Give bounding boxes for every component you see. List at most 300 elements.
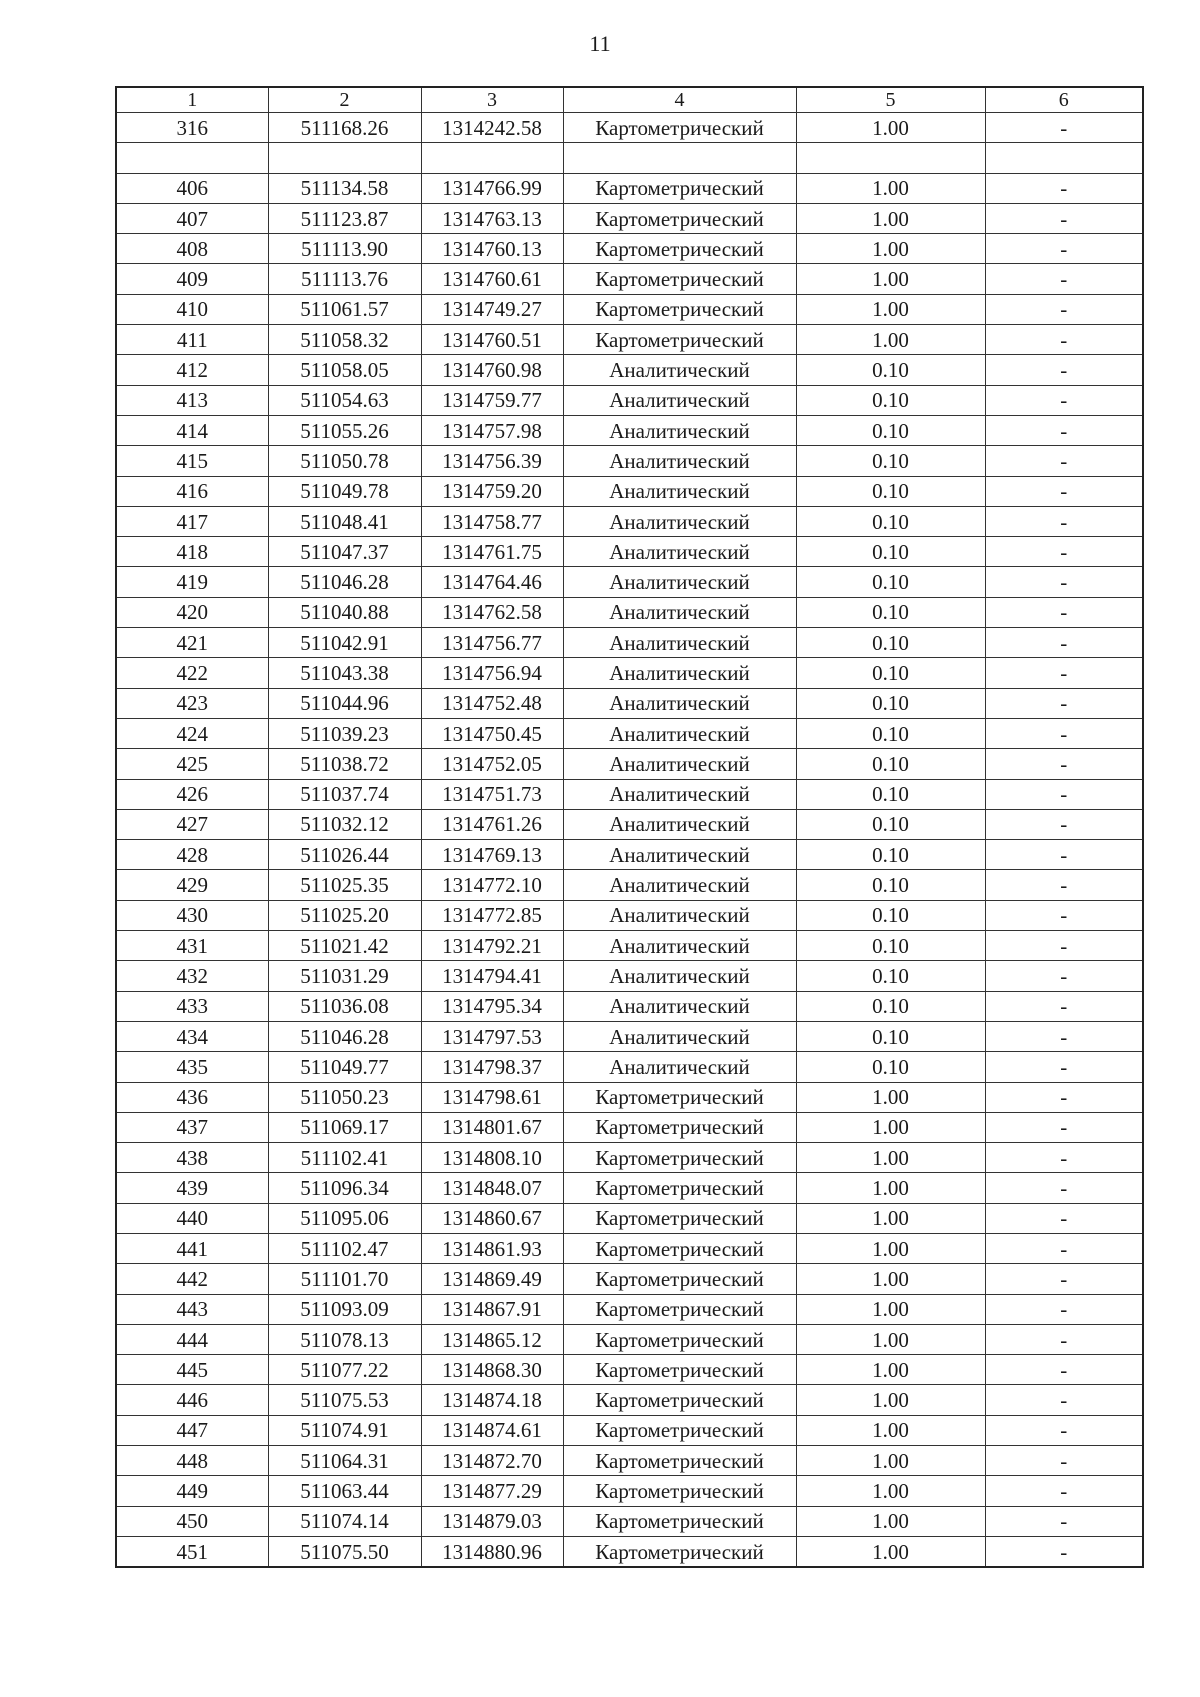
table-cell: 1314798.61 — [421, 1082, 563, 1112]
table-cell: 445 — [116, 1355, 268, 1385]
table-cell: 409 — [116, 264, 268, 294]
table-cell: Картометрический — [563, 173, 796, 203]
table-cell: 511050.78 — [268, 446, 421, 476]
table-cell: 422 — [116, 658, 268, 688]
table-cell: 1.00 — [796, 234, 985, 264]
table-cell: 431 — [116, 931, 268, 961]
table-cell: 414 — [116, 415, 268, 445]
table-cell: 1.00 — [796, 1446, 985, 1476]
table-cell: 511101.70 — [268, 1264, 421, 1294]
table-cell: - — [985, 567, 1143, 597]
table-cell: 1314761.75 — [421, 537, 563, 567]
table-cell: 426 — [116, 779, 268, 809]
table-cell: Аналитический — [563, 446, 796, 476]
table-cell: 1314865.12 — [421, 1324, 563, 1354]
table-cell: - — [985, 1536, 1143, 1567]
table-cell: 0.10 — [796, 1021, 985, 1051]
table-cell: - — [985, 840, 1143, 870]
table-cell: 436 — [116, 1082, 268, 1112]
column-header-5: 5 — [796, 87, 985, 113]
table-cell: - — [985, 173, 1143, 203]
table-row — [116, 1233, 1143, 1263]
table-cell: 446 — [116, 1385, 268, 1415]
table-cell: 450 — [116, 1506, 268, 1536]
table-cell — [268, 143, 421, 173]
table-cell: - — [985, 658, 1143, 688]
table-cell: 433 — [116, 991, 268, 1021]
table-cell: - — [985, 325, 1143, 355]
table-row — [116, 1052, 1143, 1082]
table-row — [116, 506, 1143, 536]
table-cell: 1314242.58 — [421, 113, 563, 143]
table-cell — [796, 143, 985, 173]
table-cell: 1314756.39 — [421, 446, 563, 476]
table-cell: 1.00 — [796, 264, 985, 294]
table-cell: 1314794.41 — [421, 961, 563, 991]
table-cell: 0.10 — [796, 840, 985, 870]
table-cell: 1.00 — [796, 1203, 985, 1233]
table-cell: 1314797.53 — [421, 1021, 563, 1051]
table-cell: - — [985, 1476, 1143, 1506]
table-cell: 1.00 — [796, 1415, 985, 1445]
table-cell: 511021.42 — [268, 931, 421, 961]
table-cell: Аналитический — [563, 900, 796, 930]
table-cell: 1314758.77 — [421, 506, 563, 536]
table-cell: 1314769.13 — [421, 840, 563, 870]
table-cell: 0.10 — [796, 961, 985, 991]
table-cell: 511168.26 — [268, 113, 421, 143]
table-cell: 430 — [116, 900, 268, 930]
table-cell: Картометрический — [563, 1082, 796, 1112]
table-cell: 1314752.05 — [421, 749, 563, 779]
table-cell: - — [985, 355, 1143, 385]
table-cell: - — [985, 113, 1143, 143]
table-body — [116, 113, 1143, 1568]
table-cell: 0.10 — [796, 809, 985, 839]
table-cell: 0.10 — [796, 537, 985, 567]
table-cell: 1314760.98 — [421, 355, 563, 385]
table-cell: - — [985, 385, 1143, 415]
table-cell: Картометрический — [563, 294, 796, 324]
table-cell: 1314792.21 — [421, 931, 563, 961]
table-cell: 1.00 — [796, 1385, 985, 1415]
table-cell: 418 — [116, 537, 268, 567]
table-cell: 0.10 — [796, 749, 985, 779]
table-cell: - — [985, 1203, 1143, 1233]
table-cell: - — [985, 294, 1143, 324]
table-cell: 511040.88 — [268, 597, 421, 627]
table-cell: 511048.41 — [268, 506, 421, 536]
table-cell: 511046.28 — [268, 567, 421, 597]
table-cell: Аналитический — [563, 840, 796, 870]
table-row — [116, 1324, 1143, 1354]
table-row — [116, 355, 1143, 385]
table-row — [116, 749, 1143, 779]
table-cell: 1314760.51 — [421, 325, 563, 355]
table-cell: 511075.50 — [268, 1536, 421, 1567]
table-cell: 511058.05 — [268, 355, 421, 385]
table-cell: 447 — [116, 1415, 268, 1445]
table-cell: - — [985, 1052, 1143, 1082]
table-cell: 424 — [116, 718, 268, 748]
table-row — [116, 628, 1143, 658]
table-cell: 0.10 — [796, 658, 985, 688]
table-cell: 428 — [116, 840, 268, 870]
table-cell: 448 — [116, 1446, 268, 1476]
table-cell: 0.10 — [796, 355, 985, 385]
table-cell: Картометрический — [563, 1324, 796, 1354]
table-cell: 1314759.20 — [421, 476, 563, 506]
table-row — [116, 1506, 1143, 1536]
table-cell: 0.10 — [796, 870, 985, 900]
table-cell: - — [985, 1021, 1143, 1051]
table-cell: 1314762.58 — [421, 597, 563, 627]
table-header — [116, 87, 1143, 113]
table-row — [116, 1203, 1143, 1233]
table-cell: 443 — [116, 1294, 268, 1324]
table-cell: Аналитический — [563, 931, 796, 961]
table-cell: 417 — [116, 506, 268, 536]
table-cell: 1314860.67 — [421, 1203, 563, 1233]
table-cell: 0.10 — [796, 900, 985, 930]
table-cell: Картометрический — [563, 1173, 796, 1203]
table-row — [116, 1385, 1143, 1415]
table-cell: Картометрический — [563, 1385, 796, 1415]
table-cell: 316 — [116, 113, 268, 143]
table-cell: 511074.91 — [268, 1415, 421, 1445]
table-cell: 0.10 — [796, 415, 985, 445]
table-cell: Аналитический — [563, 1021, 796, 1051]
table-row — [116, 658, 1143, 688]
table-cell: 1314759.77 — [421, 385, 563, 415]
table-row — [116, 113, 1143, 143]
table-cell: - — [985, 1506, 1143, 1536]
table-cell: 416 — [116, 476, 268, 506]
table-row — [116, 688, 1143, 718]
table-cell: 511095.06 — [268, 1203, 421, 1233]
table-row — [116, 1355, 1143, 1385]
table-row — [116, 567, 1143, 597]
table-cell: - — [985, 1233, 1143, 1263]
table-cell: - — [985, 1324, 1143, 1354]
table-cell: - — [985, 264, 1143, 294]
table-cell: 0.10 — [796, 688, 985, 718]
table-cell: Аналитический — [563, 415, 796, 445]
table-cell: - — [985, 597, 1143, 627]
table-row — [116, 143, 1143, 173]
table-cell: 441 — [116, 1233, 268, 1263]
table-row — [116, 1143, 1143, 1173]
column-header-1: 1 — [116, 87, 268, 113]
table-cell: 1314772.10 — [421, 870, 563, 900]
table-cell: 511069.17 — [268, 1112, 421, 1142]
table-cell: 1314764.46 — [421, 567, 563, 597]
table-cell: Аналитический — [563, 961, 796, 991]
table-cell: - — [985, 1112, 1143, 1142]
table-cell: Аналитический — [563, 779, 796, 809]
table-cell: 1314861.93 — [421, 1233, 563, 1263]
table-cell: - — [985, 1143, 1143, 1173]
table-cell: Аналитический — [563, 718, 796, 748]
table-cell: Картометрический — [563, 1294, 796, 1324]
table-cell: 511055.26 — [268, 415, 421, 445]
table-cell: 1314874.61 — [421, 1415, 563, 1445]
table-cell: - — [985, 1264, 1143, 1294]
table-cell — [563, 143, 796, 173]
table-row — [116, 294, 1143, 324]
table-row — [116, 173, 1143, 203]
table-cell: - — [985, 931, 1143, 961]
table-row — [116, 1021, 1143, 1051]
table-row — [116, 1112, 1143, 1142]
table-cell: 1314880.96 — [421, 1536, 563, 1567]
table-cell: 1.00 — [796, 1143, 985, 1173]
table-cell: 1314760.13 — [421, 234, 563, 264]
table-cell: 0.10 — [796, 476, 985, 506]
table-cell: 511075.53 — [268, 1385, 421, 1415]
table-cell: 511037.74 — [268, 779, 421, 809]
table-cell: - — [985, 476, 1143, 506]
table-cell: 1314749.27 — [421, 294, 563, 324]
table-cell: 511077.22 — [268, 1355, 421, 1385]
table-row — [116, 961, 1143, 991]
table-cell: - — [985, 446, 1143, 476]
table-cell: 1314879.03 — [421, 1506, 563, 1536]
table-cell: Картометрический — [563, 264, 796, 294]
table-cell: - — [985, 688, 1143, 718]
table-cell: 432 — [116, 961, 268, 991]
table-cell: Картометрический — [563, 1355, 796, 1385]
table-cell: Аналитический — [563, 658, 796, 688]
table-row — [116, 779, 1143, 809]
table-row — [116, 870, 1143, 900]
table-cell: 1314877.29 — [421, 1476, 563, 1506]
table-row — [116, 537, 1143, 567]
table-cell: 413 — [116, 385, 268, 415]
table-cell: Аналитический — [563, 355, 796, 385]
table-cell: 419 — [116, 567, 268, 597]
table-cell: Аналитический — [563, 809, 796, 839]
table-cell: 511113.76 — [268, 264, 421, 294]
table-cell: 1314763.13 — [421, 203, 563, 233]
table-cell: 1.00 — [796, 1233, 985, 1263]
table-cell: 412 — [116, 355, 268, 385]
table-cell: 1314761.26 — [421, 809, 563, 839]
table-cell: 511046.28 — [268, 1021, 421, 1051]
table-row — [116, 1294, 1143, 1324]
table-row — [116, 597, 1143, 627]
table-cell: - — [985, 1082, 1143, 1112]
table-row — [116, 446, 1143, 476]
table-cell: 511025.20 — [268, 900, 421, 930]
table-cell: 511063.44 — [268, 1476, 421, 1506]
table-cell — [985, 143, 1143, 173]
table-cell: 511093.09 — [268, 1294, 421, 1324]
table-cell: 1.00 — [796, 1506, 985, 1536]
table-cell: 438 — [116, 1143, 268, 1173]
table-cell: 1.00 — [796, 1294, 985, 1324]
table-cell: 1314795.34 — [421, 991, 563, 1021]
table-cell: 511064.31 — [268, 1446, 421, 1476]
table-cell: 1314750.45 — [421, 718, 563, 748]
table-row — [116, 1082, 1143, 1112]
table-cell: 1314868.30 — [421, 1355, 563, 1385]
table-row — [116, 931, 1143, 961]
table-cell: 0.10 — [796, 506, 985, 536]
table-cell: 1314867.91 — [421, 1294, 563, 1324]
table-cell: Аналитический — [563, 1052, 796, 1082]
table-cell: 1314798.37 — [421, 1052, 563, 1082]
table-cell: 511054.63 — [268, 385, 421, 415]
table-cell: 1314808.10 — [421, 1143, 563, 1173]
table-cell: Картометрический — [563, 1476, 796, 1506]
table-cell: 511134.58 — [268, 173, 421, 203]
table-cell: 511113.90 — [268, 234, 421, 264]
table-cell: Аналитический — [563, 597, 796, 627]
table-cell: 1314751.73 — [421, 779, 563, 809]
table-cell: 0.10 — [796, 931, 985, 961]
table-row — [116, 1415, 1143, 1445]
table-cell: 511102.47 — [268, 1233, 421, 1263]
table-cell: 511032.12 — [268, 809, 421, 839]
table-cell: - — [985, 900, 1143, 930]
table-row — [116, 385, 1143, 415]
table-cell: 0.10 — [796, 446, 985, 476]
table-cell: Аналитический — [563, 749, 796, 779]
table-cell: 1.00 — [796, 325, 985, 355]
table-cell: 1314869.49 — [421, 1264, 563, 1294]
column-header-6: 6 — [985, 87, 1143, 113]
table-row — [116, 900, 1143, 930]
column-header-3: 3 — [421, 87, 563, 113]
table-cell: 0.10 — [796, 597, 985, 627]
table-cell: 407 — [116, 203, 268, 233]
table-cell: 1314872.70 — [421, 1446, 563, 1476]
table-cell: 1.00 — [796, 1476, 985, 1506]
table-row — [116, 415, 1143, 445]
table-cell: Картометрический — [563, 203, 796, 233]
table-cell: 1314772.85 — [421, 900, 563, 930]
table-row — [116, 1476, 1143, 1506]
table-cell: 511050.23 — [268, 1082, 421, 1112]
table-cell: 511047.37 — [268, 537, 421, 567]
table-cell: Картометрический — [563, 1506, 796, 1536]
table-cell: Аналитический — [563, 385, 796, 415]
table-cell: 1.00 — [796, 1173, 985, 1203]
table-cell — [116, 143, 268, 173]
table-cell: 1314752.48 — [421, 688, 563, 718]
table-row — [116, 325, 1143, 355]
table-row — [116, 809, 1143, 839]
table-row — [116, 718, 1143, 748]
table-cell: 408 — [116, 234, 268, 264]
table-cell: - — [985, 234, 1143, 264]
table-cell: 1314757.98 — [421, 415, 563, 445]
table-cell: Аналитический — [563, 870, 796, 900]
table-cell: 427 — [116, 809, 268, 839]
table-row — [116, 991, 1143, 1021]
table-cell: 1314756.77 — [421, 628, 563, 658]
table-cell: Картометрический — [563, 325, 796, 355]
table-cell: 1.00 — [796, 173, 985, 203]
column-header-4: 4 — [563, 87, 796, 113]
table-cell: - — [985, 1173, 1143, 1203]
table-cell: 451 — [116, 1536, 268, 1567]
table-cell: 1.00 — [796, 1264, 985, 1294]
table-cell: Картометрический — [563, 1112, 796, 1142]
table-cell: 1.00 — [796, 1082, 985, 1112]
table-cell: Аналитический — [563, 506, 796, 536]
table-cell: 0.10 — [796, 628, 985, 658]
table-cell: 435 — [116, 1052, 268, 1082]
table-cell: Аналитический — [563, 476, 796, 506]
table-row — [116, 1536, 1143, 1567]
table-cell: Картометрический — [563, 1203, 796, 1233]
table-cell: - — [985, 718, 1143, 748]
table-cell: 421 — [116, 628, 268, 658]
table-cell: Картометрический — [563, 1264, 796, 1294]
table-cell: 1314874.18 — [421, 1385, 563, 1415]
table-cell: 511038.72 — [268, 749, 421, 779]
table-cell: 415 — [116, 446, 268, 476]
table-cell: 1.00 — [796, 1324, 985, 1354]
table-cell: 511074.14 — [268, 1506, 421, 1536]
table-cell: 442 — [116, 1264, 268, 1294]
table-cell: Картометрический — [563, 234, 796, 264]
table-cell: 511061.57 — [268, 294, 421, 324]
table-cell: Аналитический — [563, 991, 796, 1021]
coordinates-table — [115, 86, 1144, 1568]
table-cell: - — [985, 537, 1143, 567]
table-cell: - — [985, 506, 1143, 536]
table-cell: 1.00 — [796, 294, 985, 324]
table-cell: 0.10 — [796, 718, 985, 748]
header-row — [116, 87, 1143, 113]
table-cell: 1314848.07 — [421, 1173, 563, 1203]
table-cell: 411 — [116, 325, 268, 355]
table-cell: 511025.35 — [268, 870, 421, 900]
table-cell: - — [985, 203, 1143, 233]
table-cell: 425 — [116, 749, 268, 779]
table-cell: 406 — [116, 173, 268, 203]
table-row — [116, 234, 1143, 264]
table-cell: 0.10 — [796, 567, 985, 597]
table-cell: - — [985, 628, 1143, 658]
table-cell: 1314801.67 — [421, 1112, 563, 1142]
table-cell: 511096.34 — [268, 1173, 421, 1203]
table-cell: Картометрический — [563, 1536, 796, 1567]
table-cell — [421, 143, 563, 173]
table-cell: - — [985, 1446, 1143, 1476]
table-row — [116, 1264, 1143, 1294]
table-cell: 440 — [116, 1203, 268, 1233]
table-cell: 420 — [116, 597, 268, 627]
table-cell: - — [985, 1385, 1143, 1415]
table-cell: - — [985, 870, 1143, 900]
table-cell: 449 — [116, 1476, 268, 1506]
table-row — [116, 840, 1143, 870]
table-cell: - — [985, 1294, 1143, 1324]
table-row — [116, 1446, 1143, 1476]
table-cell: 511123.87 — [268, 203, 421, 233]
table-cell: - — [985, 961, 1143, 991]
table-cell: 0.10 — [796, 779, 985, 809]
table-cell: 1.00 — [796, 1536, 985, 1567]
table-cell: 0.10 — [796, 991, 985, 1021]
table-cell: 410 — [116, 294, 268, 324]
table-cell: - — [985, 1415, 1143, 1445]
table-cell: 511044.96 — [268, 688, 421, 718]
